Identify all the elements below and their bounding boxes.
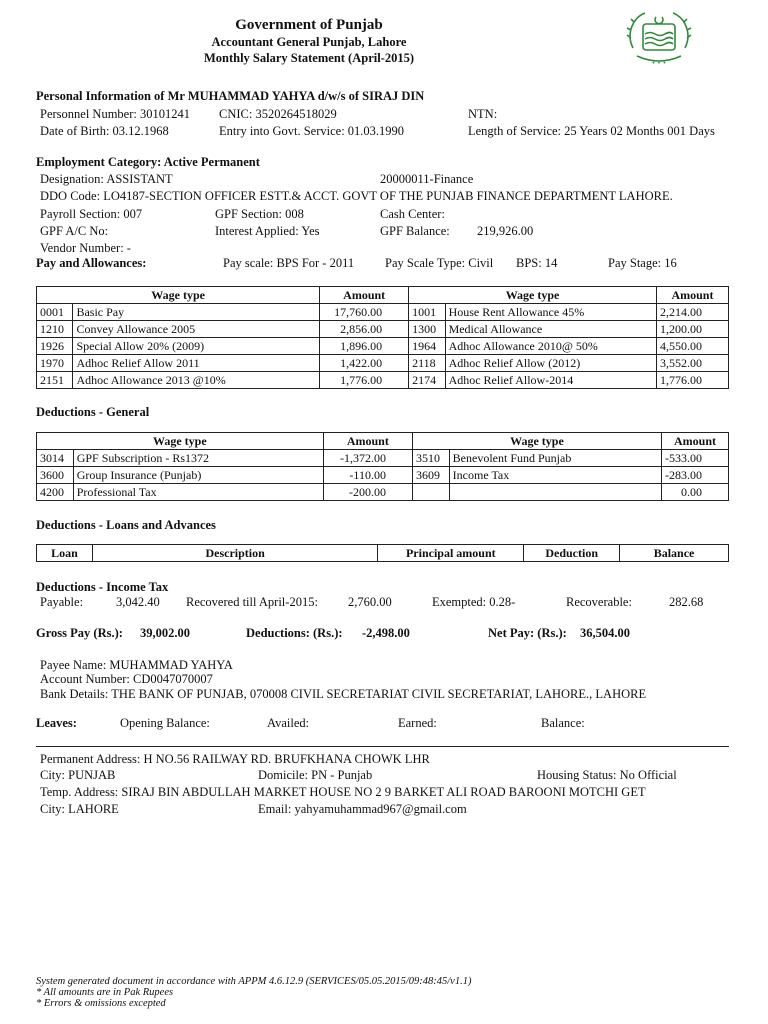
recoverable-label: Recoverable: xyxy=(566,595,632,609)
recoverable-value: 282.68 xyxy=(669,595,704,609)
amount: 0.00 xyxy=(661,484,728,501)
payable-label: Payable: xyxy=(40,595,84,609)
wage-code: 3014 xyxy=(37,450,74,467)
amount: 17,760.00 xyxy=(320,304,409,321)
amount: -283.00 xyxy=(661,467,728,484)
vendor-number: Vendor Number: - xyxy=(40,241,131,255)
col-wage-type: Wage type xyxy=(412,433,661,450)
pay-table xyxy=(36,286,729,389)
gross-pay-value: 39,002.00 xyxy=(140,626,190,640)
col-wage-type: Wage type xyxy=(37,287,320,304)
deductions-total-label: Deductions: (Rs.): xyxy=(246,626,343,640)
interest-applied: Interest Applied: Yes xyxy=(215,224,320,238)
amount: -533.00 xyxy=(661,450,728,467)
wage-type: Medical Allowance xyxy=(445,321,656,338)
wage-type: Adhoc Allowance 2010@ 50% xyxy=(445,338,656,355)
col-balance: Balance xyxy=(620,545,729,562)
amount: 2,856.00 xyxy=(320,321,409,338)
wage-code: 3609 xyxy=(412,467,449,484)
loans-table xyxy=(36,544,729,562)
city-permanent: City: PUNJAB xyxy=(40,768,116,782)
opening-balance: Opening Balance: xyxy=(120,716,210,730)
deductions-general-heading: Deductions - General xyxy=(36,405,150,419)
ddo-code: DDO Code: LO4187-SECTION OFFICER ESTT.& ACCT. GOVT OF THE PUNJAB FINANCE DEPARTMENT LAHORE. xyxy=(40,189,673,203)
pay-stage: Pay Stage: 16 xyxy=(608,256,677,270)
wage-type xyxy=(449,484,661,501)
wage-code: 4200 xyxy=(37,484,74,501)
gpf-balance-value: 219,926.00 xyxy=(477,224,534,238)
gpf-account: GPF A/C No: xyxy=(40,224,109,238)
net-pay-label: Net Pay: (Rs.): xyxy=(488,626,567,640)
table-row xyxy=(37,467,729,484)
footer-currency-note: * All amounts are in Pak Rupees xyxy=(36,987,174,998)
table-row xyxy=(37,338,729,355)
punjab-seal-icon xyxy=(623,8,695,72)
wage-code: 1300 xyxy=(409,321,445,338)
col-amount: Amount xyxy=(323,433,412,450)
gpf-section: GPF Section: 008 xyxy=(215,207,304,221)
col-deduction: Deduction xyxy=(524,545,620,562)
wage-type: Benevolent Fund Punjab xyxy=(449,450,661,467)
exempted: Exempted: 0.28- xyxy=(432,595,516,609)
amount: -1,372.00 xyxy=(323,450,412,467)
svg-text:• • •: • • • xyxy=(651,60,667,67)
designation: Designation: ASSISTANT xyxy=(40,172,173,186)
wage-type: Professional Tax xyxy=(73,484,323,501)
wage-type: Adhoc Allowance 2013 @10% xyxy=(73,372,320,389)
wage-code: 3510 xyxy=(412,450,449,467)
wage-type: Adhoc Relief Allow (2012) xyxy=(445,355,656,372)
earned: Earned: xyxy=(398,716,437,730)
wage-type: House Rent Allowance 45% xyxy=(445,304,656,321)
wage-type: Adhoc Relief Allow 2011 xyxy=(73,355,320,372)
divider xyxy=(36,746,729,747)
wage-code xyxy=(412,484,449,501)
table-header-row xyxy=(37,433,729,450)
leave-balance: Balance: xyxy=(541,716,585,730)
table-header-row xyxy=(37,545,729,562)
bank-details: Bank Details: THE BANK OF PUNJAB, 070008 CIVIL SECRETARIAT CIVIL SECRETARIAT, LAHORE., LAHORE xyxy=(40,687,647,701)
wage-type: Basic Pay xyxy=(73,304,320,321)
doc-title: Government of Punjab xyxy=(235,17,383,33)
unit: 20000011-Finance xyxy=(380,172,474,186)
cnic: CNIC: 3520264518029 xyxy=(219,107,337,121)
amount: -110.00 xyxy=(323,467,412,484)
employment-heading: Employment Category: Active Permanent xyxy=(36,155,260,169)
ntn: NTN: xyxy=(468,107,498,121)
table-row xyxy=(37,372,729,389)
wage-type: Convey Allowance 2005 xyxy=(73,321,320,338)
col-loan: Loan xyxy=(37,545,93,562)
table-row xyxy=(37,355,729,372)
table-row xyxy=(37,484,729,501)
col-wage-type: Wage type xyxy=(409,287,657,304)
length-of-service: Length of Service: 25 Years 02 Months 001 Days xyxy=(468,124,715,138)
col-amount: Amount xyxy=(661,433,728,450)
permanent-address: Permanent Address: H NO.56 RAILWAY RD. BRUFKHANA CHOWK LHR xyxy=(40,752,430,766)
wage-code: 1001 xyxy=(409,304,445,321)
amount: 1,200.00 xyxy=(656,321,728,338)
city-temp: City: LAHORE xyxy=(40,802,119,816)
amount: 1,422.00 xyxy=(320,355,409,372)
col-description: Description xyxy=(92,545,377,562)
availed: Availed: xyxy=(267,716,310,730)
statement-title: Monthly Salary Statement (April-2015) xyxy=(203,51,415,65)
personnel-number: Personnel Number: 30101241 xyxy=(40,107,190,121)
deductions-table xyxy=(36,432,729,501)
domicile: Domicile: PN - Punjab xyxy=(258,768,373,782)
col-amount: Amount xyxy=(656,287,728,304)
wage-type: Adhoc Relief Allow-2014 xyxy=(445,372,656,389)
wage-code: 1926 xyxy=(37,338,73,355)
gross-pay-label: Gross Pay (Rs.): xyxy=(36,626,123,640)
amount: 1,776.00 xyxy=(656,372,728,389)
pay-scale: Pay scale: BPS For - 2011 xyxy=(223,256,355,270)
payee-name: Payee Name: MUHAMMAD YAHYA xyxy=(40,658,233,672)
table-row xyxy=(37,450,729,467)
footer-system-note: System generated document in accordance with APPM 4.6.12.9 (SERVICES/05.05.2015/09:48:45/v1.1) xyxy=(36,976,472,987)
office-name: Accountant General Punjab, Lahore xyxy=(211,35,407,49)
table-row xyxy=(37,321,729,338)
temp-address: Temp. Address: SIRAJ BIN ABDULLAH MARKET HOUSE NO 2 9 BARKET ALI ROAD BAROONI MOTCHI GET xyxy=(40,785,646,799)
bps: BPS: 14 xyxy=(516,256,558,270)
col-amount: Amount xyxy=(320,287,409,304)
payable-value: 3,042.40 xyxy=(116,595,160,609)
deductions-total-value: -2,498.00 xyxy=(362,626,410,640)
wage-code: 1210 xyxy=(37,321,73,338)
wage-type: Special Allow 20% (2009) xyxy=(73,338,320,355)
amount: 1,776.00 xyxy=(320,372,409,389)
col-principal: Principal amount xyxy=(378,545,524,562)
amount: 2,214.00 xyxy=(656,304,728,321)
wage-type: Income Tax xyxy=(449,467,661,484)
footer-errors-note: * Errors & omissions excepted xyxy=(36,998,166,1009)
date-of-birth: Date of Birth: 03.12.1968 xyxy=(40,124,169,138)
recovered-value: 2,760.00 xyxy=(348,595,392,609)
entry-into-service: Entry into Govt. Service: 01.03.1990 xyxy=(219,124,405,138)
amount: 4,550.00 xyxy=(656,338,728,355)
net-pay-value: 36,504.00 xyxy=(580,626,630,640)
cash-center: Cash Center: xyxy=(380,207,445,221)
gpf-balance-label: GPF Balance: xyxy=(380,224,450,238)
leaves-label: Leaves: xyxy=(36,716,77,730)
wage-code: 0001 xyxy=(37,304,73,321)
account-number: Account Number: CD0047070007 xyxy=(40,672,213,686)
wage-code: 2174 xyxy=(409,372,445,389)
wage-type: GPF Subscription - Rs1372 xyxy=(73,450,323,467)
amount: -200.00 xyxy=(323,484,412,501)
table-row xyxy=(37,304,729,321)
table-header-row xyxy=(37,287,729,304)
loans-heading: Deductions - Loans and Advances xyxy=(36,518,216,532)
wage-type: Group Insurance (Punjab) xyxy=(73,467,323,484)
payroll-section: Payroll Section: 007 xyxy=(40,207,143,221)
housing-status: Housing Status: No Official xyxy=(537,768,677,782)
col-wage-type: Wage type xyxy=(37,433,324,450)
personal-info-heading: Personal Information of Mr MUHAMMAD YAHYA d/w/s of SIRAJ DIN xyxy=(36,89,425,103)
amount: 3,552.00 xyxy=(656,355,728,372)
amount: 1,896.00 xyxy=(320,338,409,355)
recovered-label: Recovered till April-2015: xyxy=(186,595,318,609)
wage-code: 1970 xyxy=(37,355,73,372)
income-tax-heading: Deductions - Income Tax xyxy=(36,580,169,594)
wage-code: 2151 xyxy=(37,372,73,389)
pay-scale-type: Pay Scale Type: Civil xyxy=(385,256,494,270)
pay-heading: Pay and Allowances: xyxy=(36,256,147,270)
wage-code: 3600 xyxy=(37,467,74,484)
email: Email: yahyamuhammad967@gmail.com xyxy=(258,802,467,816)
wage-code: 2118 xyxy=(409,355,445,372)
wage-code: 1964 xyxy=(409,338,445,355)
